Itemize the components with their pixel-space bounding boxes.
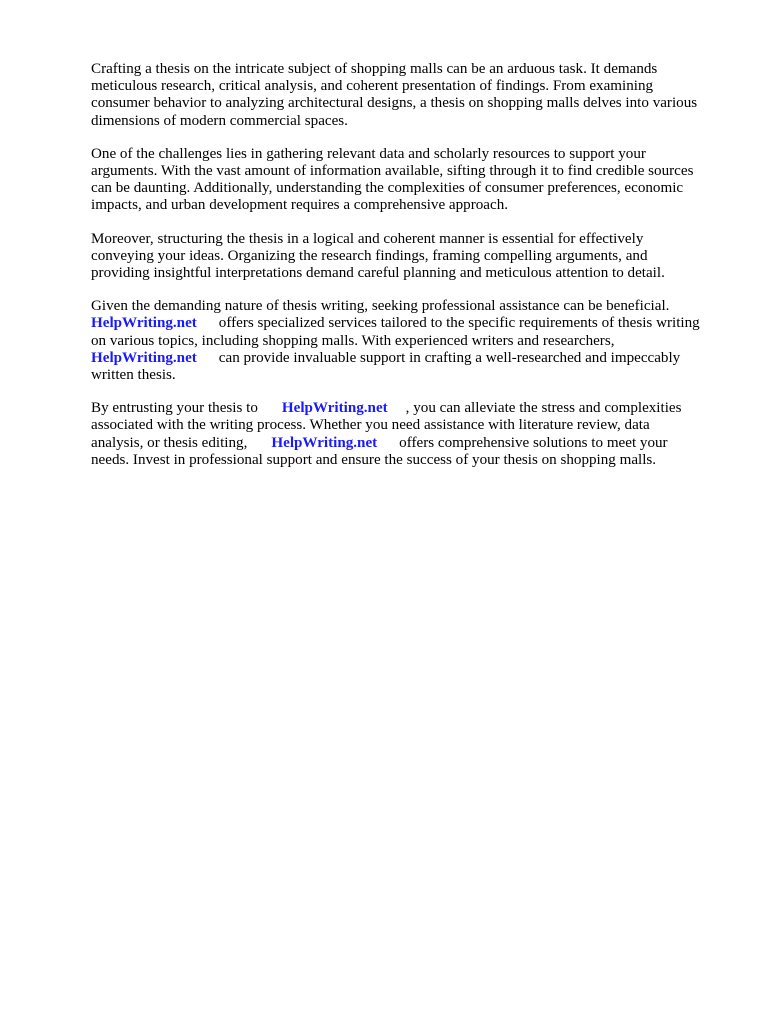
paragraph-line (91, 350, 731, 367)
paragraph-line (91, 315, 731, 332)
paragraph-line: written thesis. (91, 367, 176, 384)
paragraph-line: conveying your ideas. Organizing the research findings, framing compelling arguments, and (91, 247, 648, 264)
paragraph-conclusion (91, 400, 731, 469)
line-text: By entrusting your thesis to (91, 400, 258, 417)
line-text: , you can alleviate the stress and complexities (405, 400, 682, 417)
paragraph-line: Moreover, structuring the thesis in a logical and coherent manner is essential for effectively (91, 230, 644, 247)
line-text: can provide invaluable support in crafting a well-researched and impeccably (218, 349, 681, 366)
paragraph-line: One of the challenges lies in gathering relevant data and scholarly resources to support your (91, 145, 646, 162)
paragraph-line: arguments. With the vast amount of information available, sifting through it to find credible sources (91, 163, 694, 180)
paragraph-line: meticulous research, critical analysis, and coherent presentation of findings. From examining (91, 78, 654, 95)
paragraph-line: Crafting a thesis on the intricate subject of shopping malls can be an arduous task. It demands (91, 61, 658, 77)
paragraph-line: dimensions of modern commercial spaces. (91, 112, 348, 129)
paragraph-challenges (91, 146, 731, 215)
paragraph-line: associated with the writing process. Whether you need assistance with literature review, data (91, 417, 650, 434)
paragraph-line: impacts, and urban development requires a comprehensive approach. (91, 197, 509, 214)
paragraph-line (91, 435, 731, 452)
paragraph-line: providing insightful interpretations demand careful planning and meticulous attention to detail. (91, 265, 665, 282)
paragraph-line (91, 400, 731, 417)
helpwriting-link[interactable]: HelpWriting.net (271, 434, 378, 451)
document-body (91, 61, 731, 485)
paragraph-line: consumer behavior to analyzing architectural designs, a thesis on shopping malls delves into various (91, 95, 698, 112)
line-text: analysis, or thesis editing, (91, 434, 248, 451)
paragraph-structure (91, 231, 731, 283)
line-text: offers comprehensive solutions to meet your (399, 434, 668, 451)
helpwriting-link[interactable]: HelpWriting.net (281, 400, 388, 417)
paragraph-assistance (91, 298, 731, 384)
paragraph-line: Given the demanding nature of thesis writing, seeking professional assistance can be beneficial. (91, 298, 670, 315)
paragraph-line: needs. Invest in professional support and ensure the success of your thesis on shopping malls. (91, 451, 657, 468)
line-text: offers specialized services tailored to the specific requirements of thesis writing (218, 315, 700, 332)
helpwriting-link[interactable]: HelpWriting.net (91, 315, 197, 332)
paragraph-intro (91, 61, 731, 130)
helpwriting-link[interactable]: HelpWriting.net (91, 349, 197, 366)
paragraph-line: can be daunting. Additionally, understanding the complexities of consumer preferences, economic (91, 180, 684, 197)
paragraph-line: on various topics, including shopping malls. With experienced writers and researchers, (91, 332, 615, 349)
